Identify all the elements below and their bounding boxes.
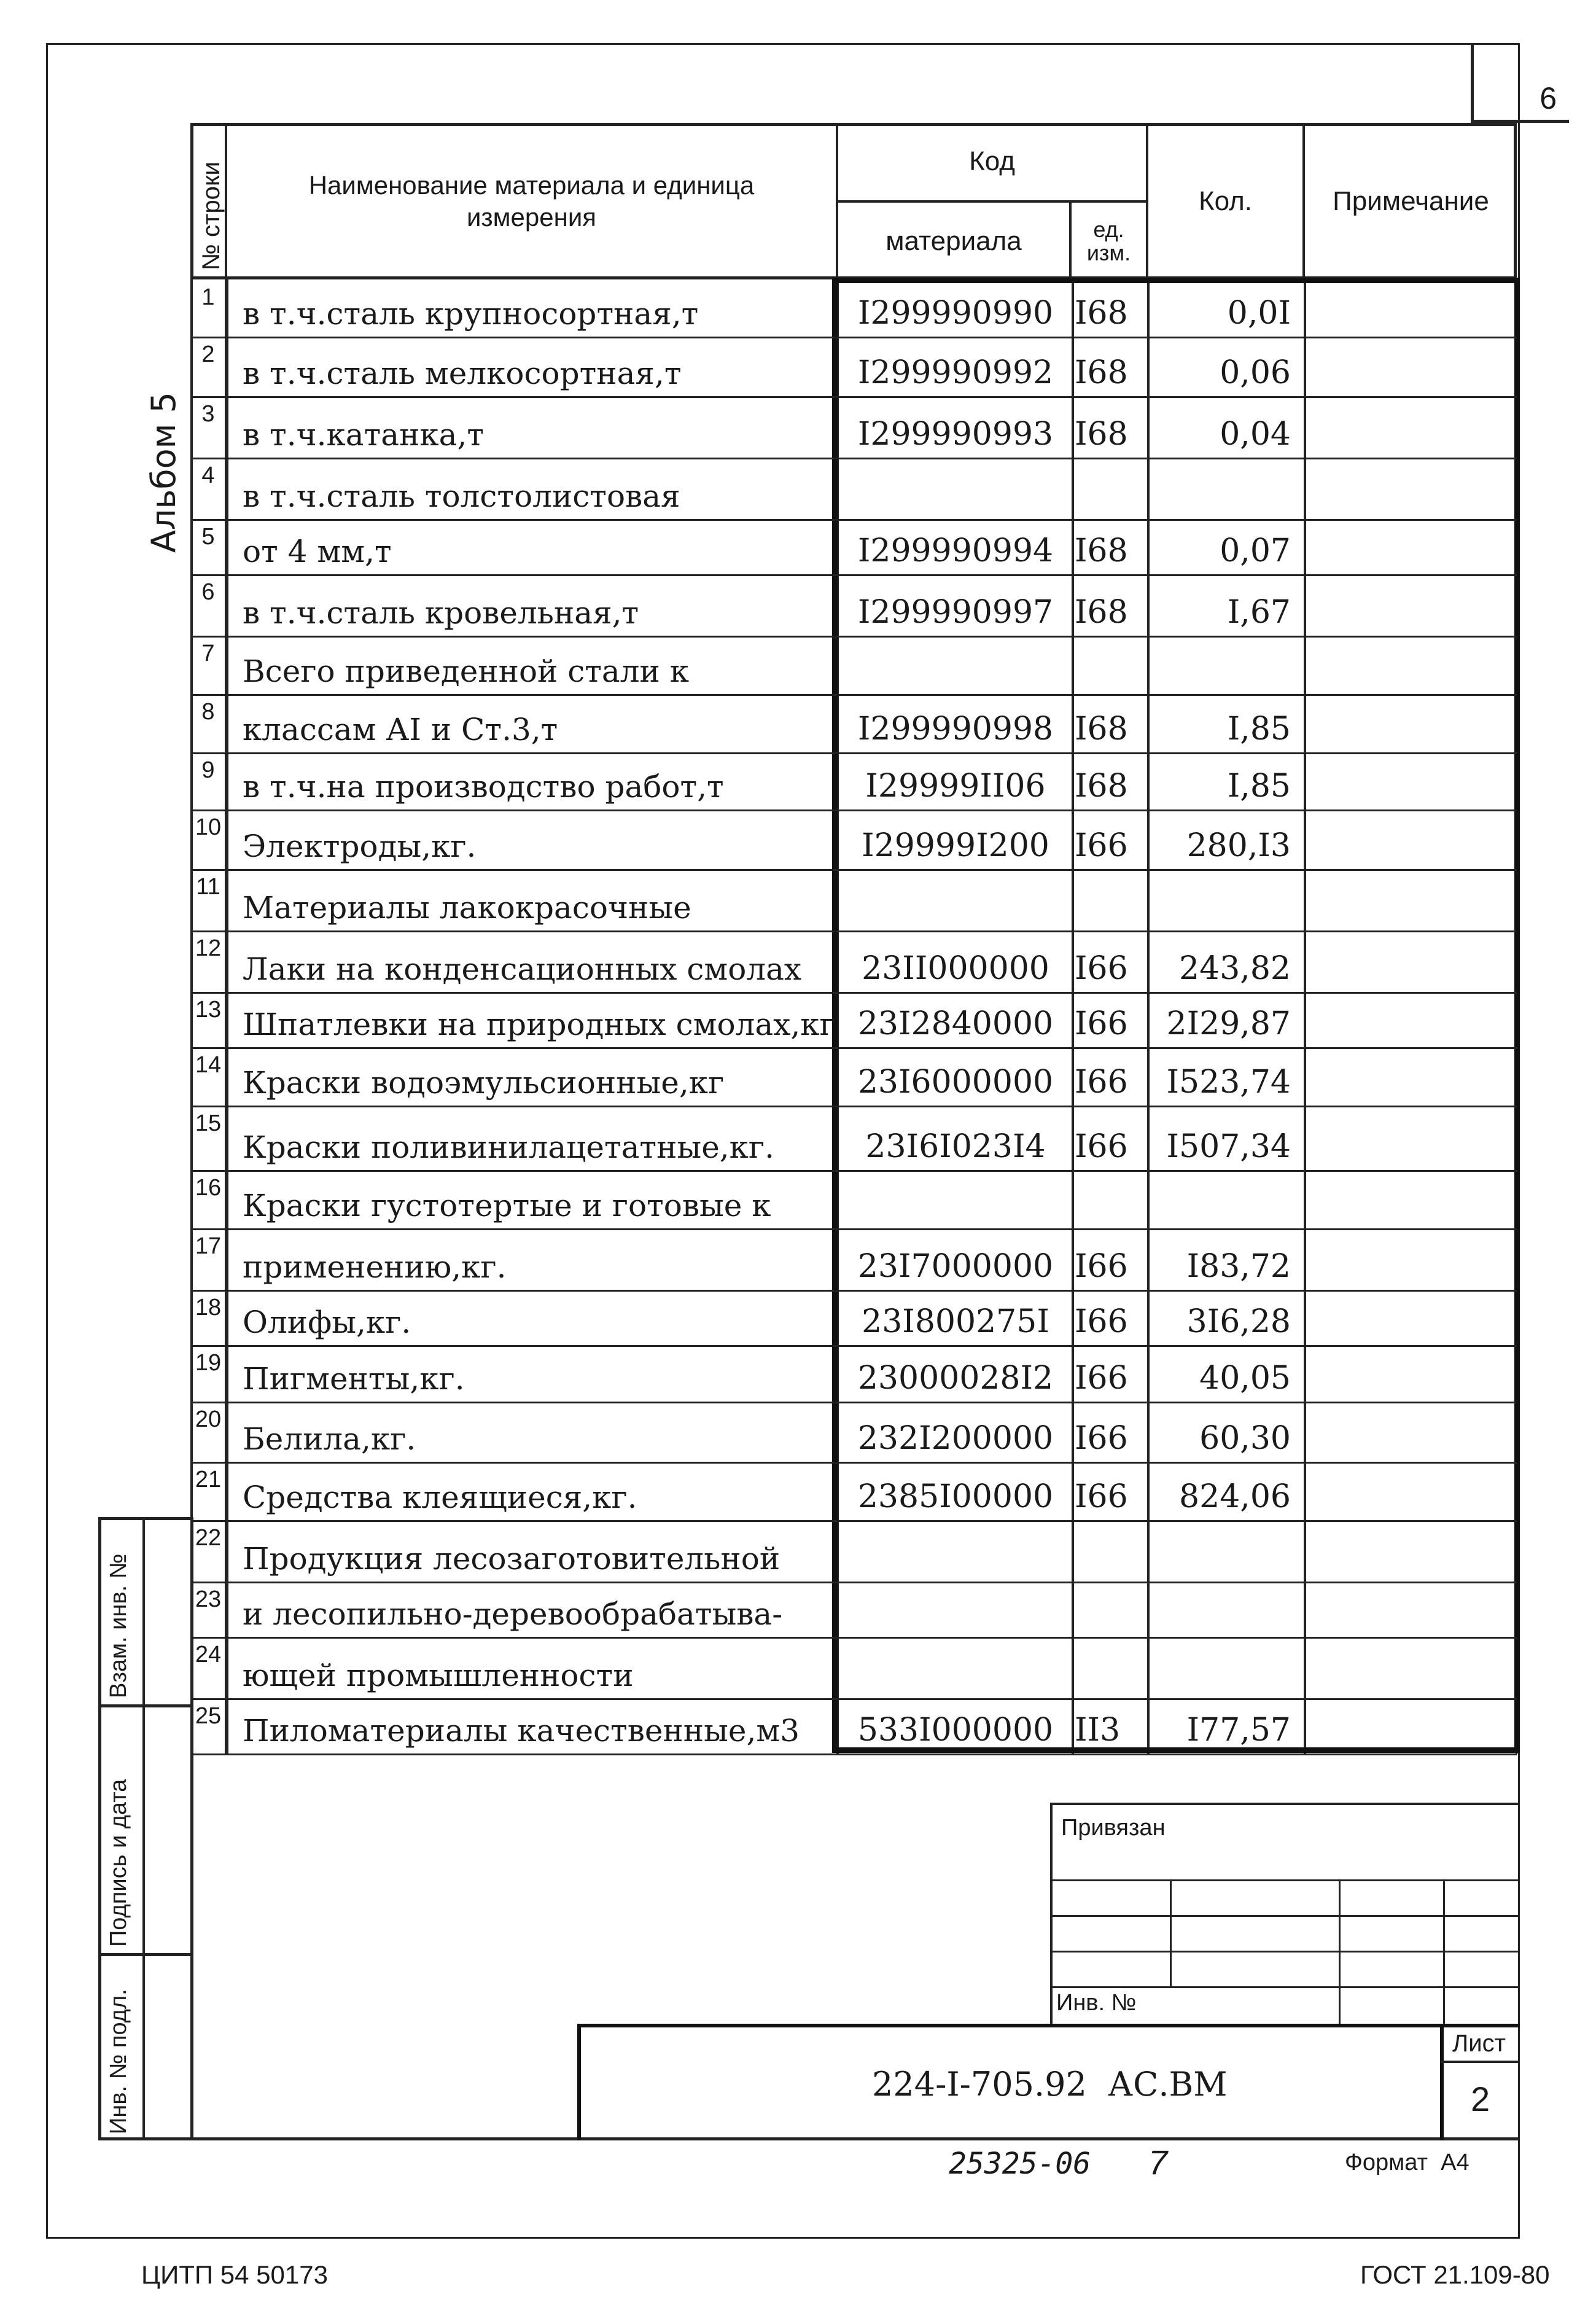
row-qty bbox=[1150, 1637, 1291, 1698]
name-col-bold-line bbox=[225, 279, 228, 1753]
row-qty: 2I29,87 bbox=[1166, 1005, 1291, 1042]
row-name: в т.ч.сталь толстолистовая bbox=[243, 478, 680, 514]
tb-row-1 bbox=[1050, 1879, 1520, 1881]
row-unit: I68 bbox=[1075, 711, 1128, 747]
row-code bbox=[841, 1520, 1070, 1582]
inv-no-label: Инв. № bbox=[1056, 1990, 1137, 2016]
row-code: 23000028I2 bbox=[857, 1360, 1054, 1397]
row-number: 6 bbox=[201, 579, 215, 605]
row-number: 8 bbox=[201, 699, 215, 725]
row-number: 19 bbox=[195, 1350, 222, 1376]
row-unit bbox=[1073, 1582, 1146, 1637]
row-name: Электроды,кг. bbox=[243, 829, 477, 864]
row-code: 533I000000 bbox=[857, 1712, 1054, 1749]
row-name: Всего приведенной стали к bbox=[243, 653, 689, 689]
row-qty: 40,05 bbox=[1199, 1360, 1291, 1397]
row-unit: I66 bbox=[1075, 827, 1128, 864]
row-name: в т.ч.на производство работ,т bbox=[243, 769, 724, 805]
row-code: 232I200000 bbox=[857, 1420, 1054, 1457]
row-name: Средства клеящиеся,кг. bbox=[243, 1480, 637, 1515]
header-unit: ед. изм. bbox=[1072, 203, 1148, 279]
row-code bbox=[841, 869, 1070, 930]
row-number: 14 bbox=[195, 1052, 222, 1078]
row-qty: I507,34 bbox=[1166, 1128, 1291, 1165]
label-inv-podl: Инв. № подл. bbox=[106, 1989, 131, 2134]
row-unit: I68 bbox=[1075, 295, 1128, 332]
handwritten-number: 25325-06 bbox=[949, 2147, 1091, 2181]
row-code: 2385I00000 bbox=[857, 1478, 1054, 1515]
label-vzam-inv: Взам. инв. № bbox=[106, 1553, 131, 1698]
row-name: ющей промышленности bbox=[243, 1658, 634, 1693]
row-number: 12 bbox=[195, 935, 222, 961]
row-name: Краски поливинилацетатные,кг. bbox=[243, 1129, 775, 1165]
header-note: Примечание bbox=[1333, 185, 1489, 216]
row-number: 15 bbox=[195, 1110, 222, 1136]
row-code: I299990990 bbox=[857, 295, 1054, 332]
handwritten-sheet: 7 bbox=[1148, 2143, 1168, 2182]
row-unit: I68 bbox=[1075, 354, 1128, 391]
row-name: Олифы,кг. bbox=[243, 1305, 411, 1340]
list-label: Лист bbox=[1452, 2030, 1506, 2057]
row-unit: I66 bbox=[1075, 1478, 1128, 1515]
row-code: 23I800275I bbox=[862, 1303, 1049, 1340]
row-qty: 0,07 bbox=[1220, 532, 1291, 569]
tb-col-3 bbox=[1443, 1879, 1445, 2024]
row-qty: I,85 bbox=[1227, 768, 1291, 805]
row-code: 23I6I023I4 bbox=[865, 1128, 1046, 1165]
row-name: в т.ч.сталь мелкосортная,т bbox=[243, 356, 682, 391]
row-code: I299990994 bbox=[857, 532, 1054, 569]
header-name: Наименование материала и единица измерения bbox=[227, 123, 838, 279]
row-code: 23II000000 bbox=[862, 950, 1049, 987]
row-number: 21 bbox=[195, 1467, 222, 1492]
row-number: 13 bbox=[195, 997, 222, 1023]
side-divider-v bbox=[142, 1517, 145, 2140]
row-qty: 824,06 bbox=[1179, 1478, 1291, 1515]
list-divider bbox=[1440, 2061, 1520, 2063]
row-number: 17 bbox=[195, 1233, 222, 1259]
row-number: 24 bbox=[195, 1642, 222, 1668]
header-material: материала bbox=[838, 203, 1072, 279]
row-unit: I68 bbox=[1075, 532, 1128, 569]
row-number: 23 bbox=[195, 1586, 222, 1612]
footer-left-code: ЦИТП 54 50173 bbox=[141, 2260, 328, 2289]
row-code bbox=[841, 1582, 1070, 1637]
row-qty: I83,72 bbox=[1186, 1248, 1291, 1285]
row-unit: I66 bbox=[1075, 1420, 1128, 1457]
row-line bbox=[190, 1753, 1517, 1755]
row-name: Краски густотертые и готовые к bbox=[243, 1188, 771, 1223]
row-qty bbox=[1150, 1582, 1291, 1637]
row-number: 18 bbox=[195, 1295, 222, 1320]
row-number: 5 bbox=[201, 524, 215, 550]
row-qty: 0,06 bbox=[1220, 354, 1291, 391]
row-unit: I66 bbox=[1075, 1360, 1128, 1397]
title-block-top-line bbox=[1050, 1803, 1520, 1805]
row-qty: 3I6,28 bbox=[1186, 1303, 1291, 1340]
row-unit: I66 bbox=[1075, 1064, 1128, 1101]
row-code: 23I2840000 bbox=[857, 1005, 1054, 1042]
row-name: Пиломатериалы качественные,м3 bbox=[243, 1713, 800, 1749]
row-number: 20 bbox=[195, 1406, 222, 1432]
row-qty bbox=[1150, 458, 1291, 519]
row-code: 23I7000000 bbox=[857, 1248, 1054, 1285]
tb-row-3 bbox=[1050, 1951, 1520, 1952]
row-qty: I,85 bbox=[1227, 711, 1291, 747]
row-name: от 4 мм,т bbox=[243, 534, 392, 569]
row-unit bbox=[1073, 1637, 1146, 1698]
row-unit bbox=[1073, 1520, 1146, 1582]
row-code: I29999I200 bbox=[862, 827, 1049, 864]
row-name: Краски водоэмульсионные,кг bbox=[243, 1065, 725, 1101]
row-number: 11 bbox=[196, 874, 220, 900]
header-code: Код bbox=[838, 123, 1148, 203]
lower-left-line bbox=[190, 1753, 193, 2140]
row-number: 9 bbox=[201, 757, 215, 783]
row-name: применению,кг. bbox=[243, 1249, 507, 1285]
designation-frame-top bbox=[577, 2024, 1520, 2027]
row-unit: II3 bbox=[1075, 1712, 1121, 1749]
tb-col-1 bbox=[1170, 1879, 1172, 1986]
tb-row-4 bbox=[1050, 1986, 1520, 1988]
row-code bbox=[841, 1170, 1070, 1228]
row-number: 1 bbox=[201, 284, 215, 310]
row-number: 3 bbox=[201, 401, 215, 427]
row-code: I299990997 bbox=[857, 594, 1054, 631]
privyazan-label: Привязан bbox=[1061, 1815, 1166, 1841]
row-name: и лесопильно-деревообрабатыва- bbox=[243, 1596, 783, 1632]
row-qty: 243,82 bbox=[1179, 950, 1291, 987]
row-unit bbox=[1073, 869, 1146, 930]
row-number: 16 bbox=[195, 1175, 222, 1201]
row-qty bbox=[1150, 869, 1291, 930]
row-code: I29999II06 bbox=[865, 768, 1046, 805]
row-unit: I66 bbox=[1075, 1128, 1128, 1165]
row-qty bbox=[1150, 1520, 1291, 1582]
row-name: в т.ч.катанка,т bbox=[243, 417, 485, 453]
side-divider-1 bbox=[98, 1704, 193, 1707]
row-qty: 0,04 bbox=[1220, 416, 1291, 453]
row-unit: I68 bbox=[1075, 768, 1128, 805]
row-number: 25 bbox=[195, 1703, 222, 1729]
row-name: в т.ч.сталь крупносортная,т bbox=[243, 296, 699, 332]
row-name: Лаки на конденсационных смолах bbox=[243, 951, 802, 987]
row-qty: I,67 bbox=[1227, 594, 1291, 631]
row-qty: I77,57 bbox=[1186, 1712, 1291, 1749]
row-number: 10 bbox=[195, 814, 222, 840]
lower-bottom-line bbox=[98, 2137, 1520, 2140]
row-code bbox=[841, 458, 1070, 519]
side-divider-2 bbox=[98, 1953, 193, 1956]
row-name: Пигменты,кг. bbox=[243, 1361, 465, 1397]
row-code bbox=[841, 636, 1070, 694]
row-number: 2 bbox=[201, 341, 215, 367]
album-label: Альбом 5 bbox=[144, 392, 183, 553]
row-unit: I66 bbox=[1075, 1005, 1128, 1042]
row-code bbox=[841, 1637, 1070, 1698]
row-qty bbox=[1150, 636, 1291, 694]
designation-frame-right bbox=[1440, 2024, 1444, 2140]
row-unit: I66 bbox=[1075, 950, 1128, 987]
row-code: I299990993 bbox=[857, 416, 1054, 453]
tb-col-2 bbox=[1339, 1879, 1341, 2024]
title-block-left-line bbox=[1050, 1803, 1053, 2024]
row-number: 22 bbox=[195, 1525, 222, 1551]
designation-frame-left bbox=[577, 2024, 581, 2140]
row-qty: 0,0I bbox=[1227, 295, 1291, 332]
row-code: I299990998 bbox=[857, 711, 1054, 747]
header-qty: Кол. bbox=[1148, 123, 1305, 279]
sheet-number-value: 6 bbox=[1540, 81, 1557, 115]
row-name: Шпатлевки на природных смолах,кг bbox=[243, 1007, 836, 1042]
row-unit bbox=[1073, 1170, 1146, 1228]
row-qty: I523,74 bbox=[1166, 1064, 1291, 1101]
designation-text: 224-I-705.92 АС.ВМ bbox=[872, 2065, 1228, 2104]
row-name: классам АI и Ст.3,т bbox=[243, 712, 558, 747]
row-name: Продукция лесозаготовительной bbox=[243, 1541, 780, 1577]
row-qty: 280,I3 bbox=[1186, 827, 1291, 864]
row-unit: I66 bbox=[1075, 1303, 1128, 1340]
row-code: I299990992 bbox=[857, 354, 1054, 391]
row-qty bbox=[1150, 1170, 1291, 1228]
row-unit bbox=[1073, 458, 1146, 519]
row-qty: 60,30 bbox=[1199, 1420, 1291, 1457]
footer-right-gost: ГОСТ 21.109-80 bbox=[1360, 2260, 1550, 2289]
row-name: Белила,кг. bbox=[243, 1421, 416, 1457]
format-label: Формат А4 bbox=[1345, 2150, 1469, 2175]
tb-row-2 bbox=[1050, 1915, 1520, 1917]
label-podpis-data: Подпись и дата bbox=[106, 1779, 131, 1947]
list-value: 2 bbox=[1471, 2080, 1490, 2118]
row-name: в т.ч.сталь кровельная,т bbox=[243, 595, 639, 631]
row-unit bbox=[1073, 636, 1146, 694]
sheet-number bbox=[1471, 43, 1569, 123]
row-name: Материалы лакокрасочные bbox=[243, 890, 691, 926]
row-code: 23I6000000 bbox=[857, 1064, 1054, 1101]
row-number: 7 bbox=[201, 641, 215, 666]
row-number: 4 bbox=[201, 462, 215, 488]
row-unit: I68 bbox=[1075, 594, 1128, 631]
header-row-no: № строки bbox=[190, 123, 227, 279]
row-unit: I68 bbox=[1075, 416, 1128, 453]
row-unit: I66 bbox=[1075, 1248, 1128, 1285]
